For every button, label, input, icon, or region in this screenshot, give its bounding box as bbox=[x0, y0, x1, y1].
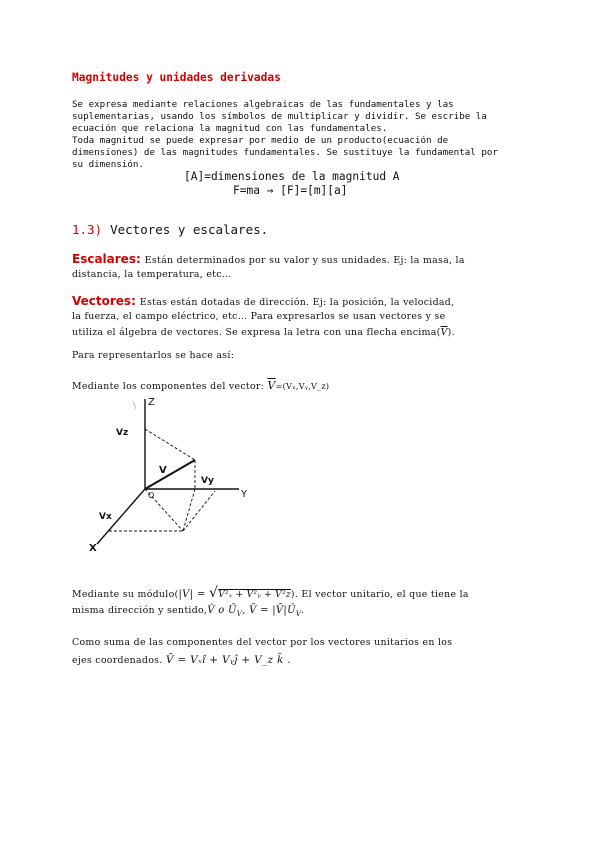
vectores-line-3-text: utiliza el álgebra de vectores. Se expresa la letra con una flecha encima( bbox=[72, 327, 441, 338]
vectores-line-1: Estas están dotadas de dirección. Ej: la posición, la velocidad, bbox=[139, 297, 455, 308]
label-origin: O bbox=[148, 491, 155, 500]
vectores-term: Vectores: bbox=[72, 294, 136, 308]
vectores-line-3 bbox=[72, 327, 455, 338]
suma-line-2-text: ejes coordenados. bbox=[72, 655, 163, 666]
modulo-line-2-f: . bbox=[301, 605, 305, 616]
modulo-line-2 bbox=[72, 605, 304, 618]
modulo-line-2-b: V̂ o Ū bbox=[207, 605, 237, 616]
label-z: Z bbox=[148, 397, 155, 408]
escalares-line-1: Están determinados por su valor y sus unidades. Ej: la masa, la bbox=[144, 255, 465, 266]
vector-v-arrow bbox=[145, 460, 195, 489]
suma-line-1: Como suma de las componentes del vector por los vectores unitarios en los bbox=[72, 637, 453, 648]
escalares-paragraph bbox=[72, 250, 465, 268]
para-representar: Para representarlos se hace así: bbox=[72, 350, 235, 361]
modulo-text-b: ). El vector unitario, el que tiene la bbox=[290, 589, 469, 600]
label-vx: Vx bbox=[99, 512, 112, 522]
dashed-y-to-floor bbox=[183, 489, 195, 531]
vectores-line-3-end: ). bbox=[447, 327, 455, 338]
componentes-text: Mediante los componentes del vector: bbox=[72, 381, 265, 392]
intro-line-6: su dimensión. bbox=[72, 159, 144, 170]
escalares-term: Escalares: bbox=[72, 252, 141, 266]
intro-line-2: suplementarias, usando los símbolos de multiplicar y dividir. Se escribe la bbox=[72, 111, 487, 122]
section-heading: Magnitudes y unidades derivadas bbox=[72, 71, 281, 84]
modulo-sqrt: V²ₓ + V²ᵧ + V²z bbox=[218, 590, 291, 600]
label-vy: Vy bbox=[201, 476, 214, 486]
componentes-line bbox=[72, 379, 329, 392]
intro-line-1: Se expresa mediante relaciones algebraicas de las fundamentales y las bbox=[72, 99, 454, 110]
dashed-top-line bbox=[145, 429, 195, 460]
dashed-floor-y bbox=[183, 491, 215, 531]
suma-formula: V̄ = Vₓî + Vᵧĵ + V_z k̄ . bbox=[165, 654, 291, 666]
vector-symbol: $\overline{V}$ bbox=[440, 327, 448, 338]
intro-line-4: Toda magnitud se puede expresar por medio de un producto(ecuación de bbox=[72, 135, 449, 146]
componentes-symbol: $\overline{V}$ bbox=[267, 379, 276, 392]
modulo-abs: |V| = bbox=[178, 589, 209, 600]
suma-line-2 bbox=[72, 654, 291, 666]
label-y: Y bbox=[241, 489, 248, 500]
label-vz: Vz bbox=[116, 428, 129, 438]
section-title-text: Vectores y escalares. bbox=[110, 222, 269, 237]
modulo-text-a: Mediante su módulo( bbox=[72, 589, 179, 600]
modulo-line-2-d: , V̄ = |V̄|Û bbox=[242, 605, 296, 616]
componentes-value: =(Vₓ,Vᵧ,V_z) bbox=[275, 382, 330, 391]
escalares-line-2: distancia, la temperatura, etc... bbox=[72, 269, 232, 280]
label-v: V bbox=[159, 465, 167, 476]
vectores-paragraph bbox=[72, 292, 454, 310]
modulo-line-2-a: misma dirección y sentido, bbox=[72, 605, 208, 616]
formula-force: F=ma → [F]=[m][a] bbox=[233, 184, 348, 197]
intro-line-3: ecuación que relaciona la magnitud con las fundamentales. bbox=[72, 123, 388, 134]
section-title bbox=[72, 221, 268, 239]
intro-line-5: dimensiones) de las magnitudes fundamentales. Se sustituye la fundamental por bbox=[72, 147, 498, 158]
label-z-mark: \ bbox=[133, 401, 137, 411]
vectores-line-2: la fuerza, el campo eléctrico, etc… Para expresarlos se usan vectores y se bbox=[72, 311, 446, 322]
vector-diagram bbox=[85, 393, 265, 558]
modulo-line-2-c: V bbox=[236, 609, 243, 618]
label-x: X bbox=[89, 543, 97, 554]
modulo-line-2-e: V bbox=[295, 609, 302, 618]
formula-dimensions: [A]=dimensiones de la magnitud A bbox=[184, 170, 400, 183]
modulo-line-1 bbox=[72, 585, 469, 601]
sqrt-sign: √ bbox=[208, 585, 219, 601]
section-number: 1.3) bbox=[72, 222, 103, 237]
